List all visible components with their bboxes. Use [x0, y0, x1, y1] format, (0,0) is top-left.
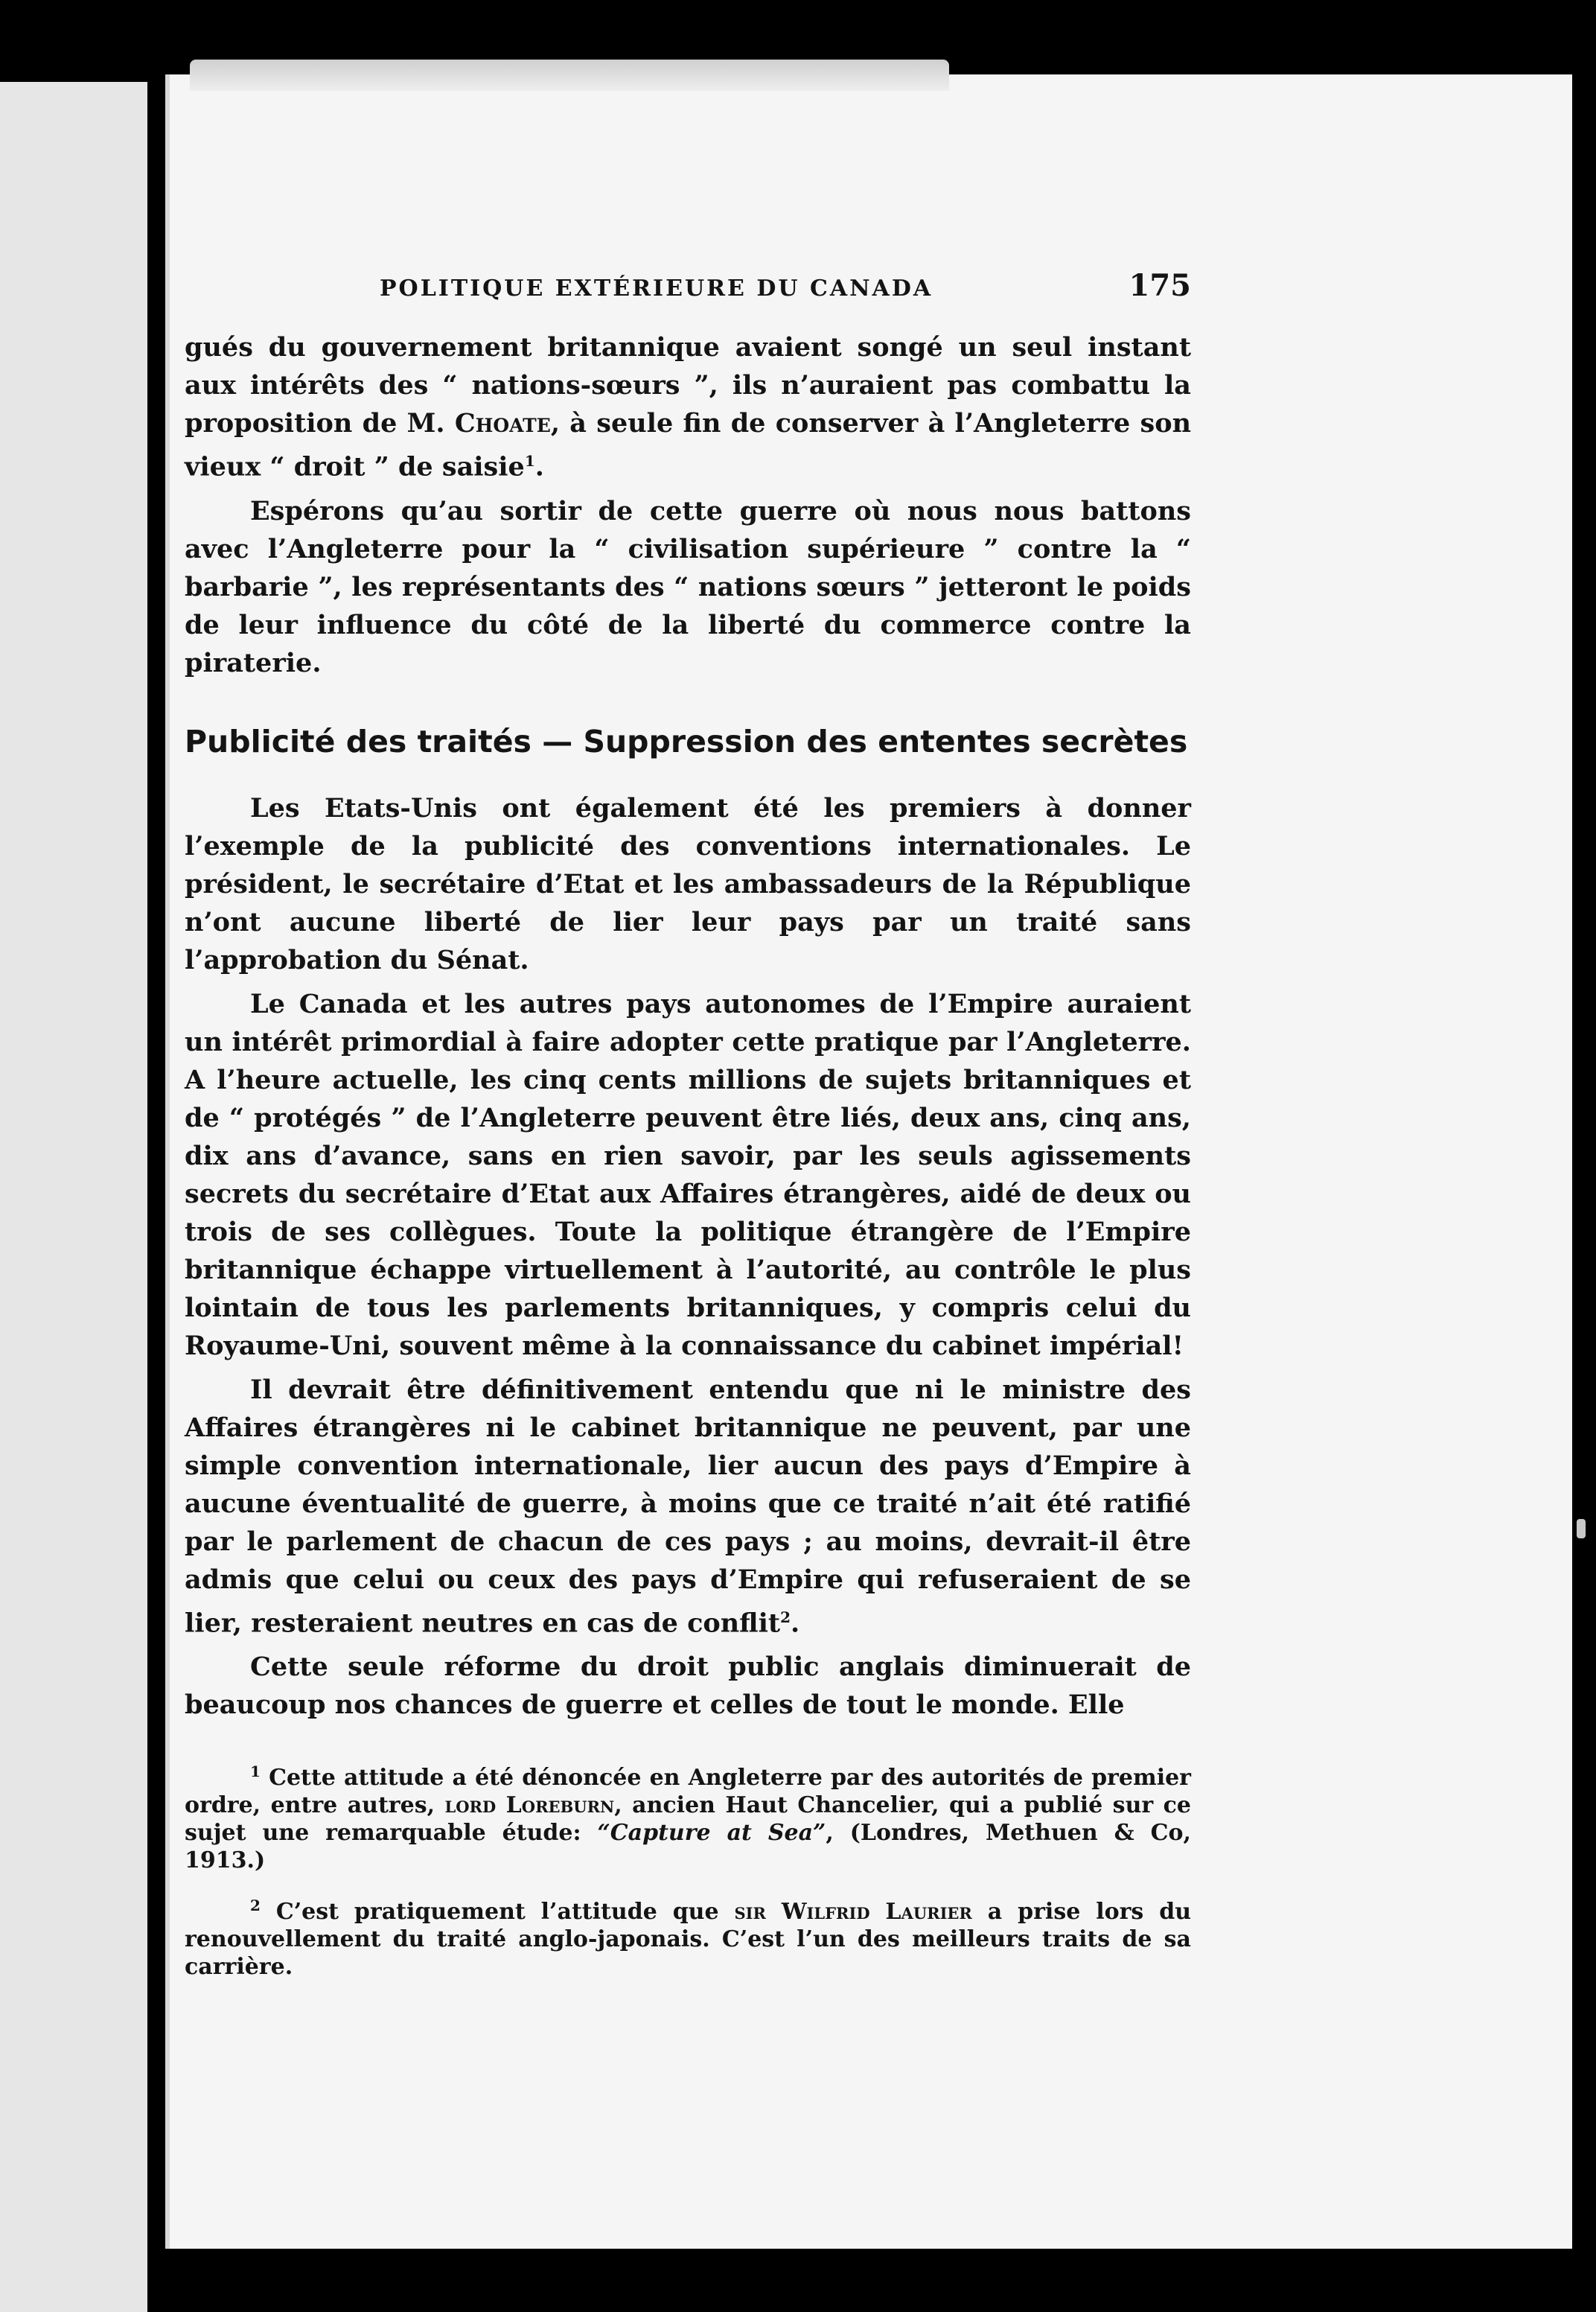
footnote-text: C’est pratiquement l’attitude que	[275, 1899, 719, 1926]
paragraph: Les Etats-Unis ont également été les premiers à donner l’exemple de la publicité des conventions internationales. Le président, le secrétaire d’Etat et les ambassadeurs de la République n’ont aucune liberté de lier leur pays par un traité sans l’approbation du Sénat.	[185, 792, 1191, 975]
footnote-text: Cette attitude a été dénoncée en Angleterre par des autorités de premier ordre, entre autres,	[185, 1765, 1191, 1819]
section-heading: Publicité des traités — Suppression des ententes secrètes	[185, 723, 1188, 759]
body-text	[185, 328, 1191, 1724]
paragraph: Le Canada et les autres pays autonomes de l’Empire auraient un intérêt primordial à faire adopter cette pratique par l’Angleterre. A l’heure actuelle, les cinq cents millions de sujets britanniques et de “ protégés ” de l’Angleterre peuvent être liés, deux ans, cinq ans, dix ans d’avance, sans en rien savoir, par les seuls agissements secrets du secrétaire d’Etat aux Affaires étrangères, aidé de deux ou trois de ses collègues. Toute la politique étrangère de l’Empire britannique échappe virtuellement à l’autorité, au contrôle le plus lointain de tous les parlements britanniques, y compris celui du Royaume-Uni, souvent même à la connaissance du cabinet impérial!	[185, 988, 1191, 1361]
footnote-text: a prise lors du renouvellement du traité anglo-japonais. C’est l’un des meilleurs traits de sa carrière.	[185, 1899, 1192, 1981]
footnote-1	[185, 1758, 1191, 1874]
paragraph-continued	[185, 328, 1191, 486]
person-name: lord Loreburn	[444, 1792, 615, 1819]
footnote-mark: 1	[250, 1762, 261, 1781]
scan-speck	[1577, 1519, 1586, 1538]
binding-gutter	[147, 0, 165, 2312]
paragraph-text: Il devrait être définitivement entendu que ni le ministre des Affaires étrangères ni le cabinet britannique ne peuvent, par une simple convention internationale, lier aucun des pays d’Empire à aucune éventualité de guerre, à moins que ce traité n’ait été ratifié par le parlement de chacun de ces pays ; au moins, devrait-il être admis que celui ou ceux des pays d’Empire qui refuseraient de se lier, resteraient neutres en cas de conflit	[185, 1374, 1191, 1639]
page-content	[185, 268, 1191, 1999]
paragraph: Cette seule réforme du droit public anglais diminuerait de beaucoup nos chances de guerre et celles de tout le monde. Elle	[185, 1652, 1191, 1721]
person-name: Choate	[454, 408, 551, 439]
page-top-edge	[190, 60, 949, 91]
paragraph-text: .	[534, 451, 544, 483]
paragraph	[185, 1371, 1191, 1643]
running-head-title: POLITIQUE EXTÉRIEURE DU CANADA	[380, 276, 933, 302]
paragraph-text: , à seule fin de conserver à l’Angleterre son vieux “ droit ” de saisie	[185, 408, 1192, 483]
paragraph-text: .	[791, 1608, 800, 1639]
footnote-mark: 2	[250, 1897, 261, 1915]
footnote-ref: 2	[780, 1608, 791, 1626]
running-head	[380, 268, 1191, 303]
footnote-text: , (Londres, Methuen & Co, 1913.)	[185, 1820, 1191, 1874]
previous-page-edge	[0, 82, 147, 2312]
page-number: 175	[1129, 268, 1191, 303]
footnote-text: , ancien Haut Chancelier, qui a publié sur ce sujet une remarquable étude:	[185, 1792, 1191, 1847]
footnote-2	[185, 1892, 1191, 1981]
footnote-ref: 1	[524, 452, 535, 470]
work-title: “Capture at Sea”	[597, 1820, 826, 1847]
paragraph-text: gués du gouvernement britannique avaient songé un seul instant aux intérêts des “ nations-sœurs ”, ils n’auraient pas combattu la proposition de M.	[185, 332, 1191, 439]
footnotes	[185, 1758, 1191, 1981]
paragraph: Espérons qu’au sortir de cette guerre où nous nous battons avec l’Angleterre pour la “ civilisation supérieure ” contre la “ barbarie ”, les représentants des “ nations sœurs ” jetteront le poids de leur influence du côté de la liberté du commerce contre la piraterie.	[185, 495, 1191, 678]
person-name: sir Wilfrid Laurier	[734, 1899, 972, 1926]
